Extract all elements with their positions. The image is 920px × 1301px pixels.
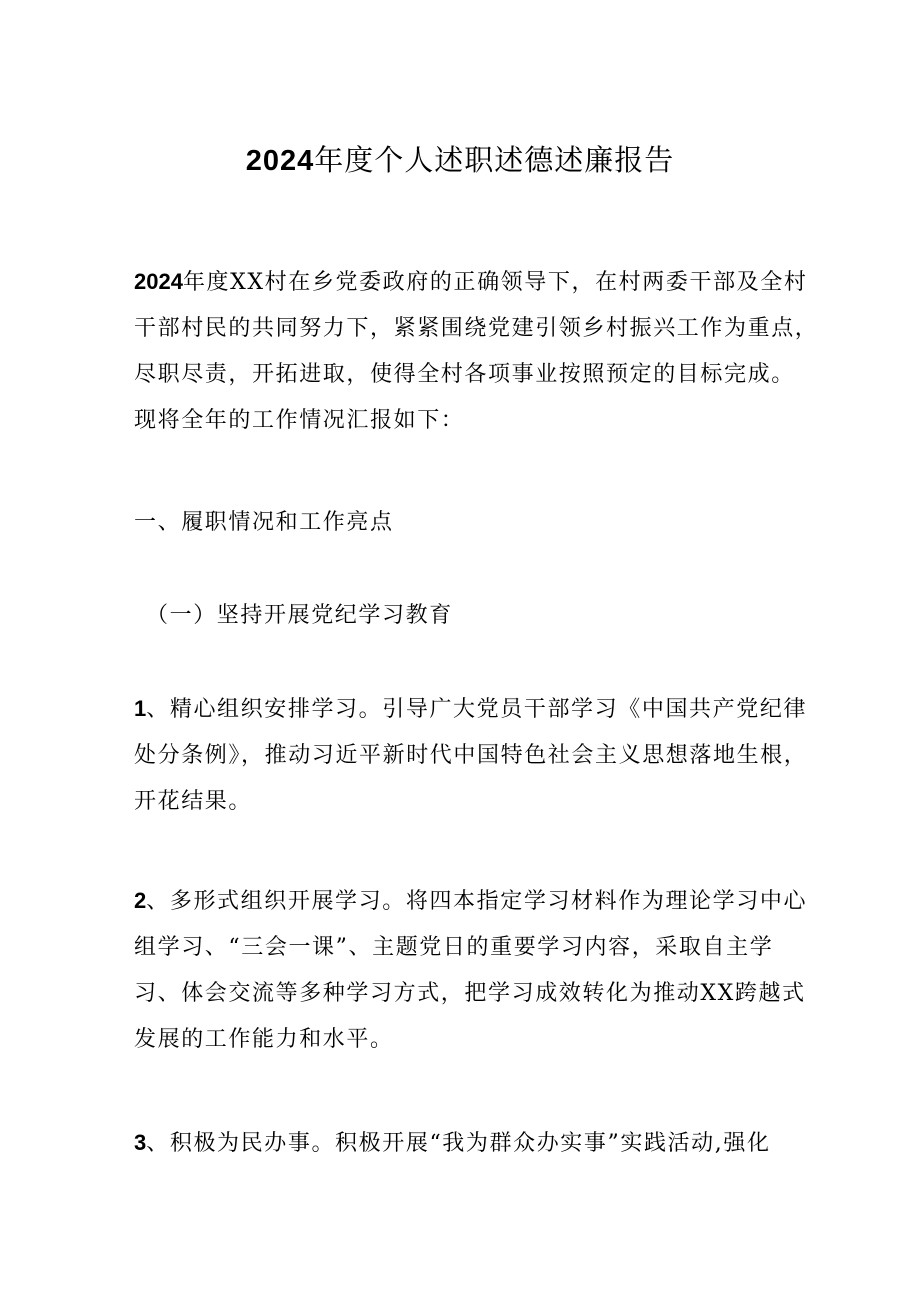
item-1-number: 1	[134, 696, 147, 721]
item-1-line-3: 开花结果。	[134, 789, 253, 814]
subsection-heading-1	[146, 593, 806, 639]
item-2-line-1-text: 、多形式组织开展学习。将四本指定学习材料作为理论学习中心	[146, 889, 808, 914]
intro-year: 2024	[134, 269, 183, 294]
item-2-number: 2	[134, 888, 147, 913]
item-1-line-1-text: 、精心组织安排学习。引导广大党员干部学习《中国共产党纪律	[146, 697, 808, 722]
item-2-line-3: 习、体会交流等多种学习方式，把学习成效转化为推动XX跨越式	[134, 981, 806, 1006]
item-paragraph-2	[134, 878, 808, 1063]
item-2-line-4: 发展的工作能力和水平。	[134, 1027, 394, 1052]
item-1-line-1	[134, 686, 808, 733]
item-2-line-2: 组学习、“三会一课”、主题党日的重要学习内容，采取自主学	[134, 935, 774, 960]
item-paragraph-1	[134, 686, 808, 825]
title-text: 年度个人述职述德述廉报告	[314, 143, 675, 177]
item-1-line-2: 处分条例》，推动习近平新时代中国特色社会主义思想落地生根，	[134, 743, 808, 768]
intro-line-2: 干部村民的共同努力下，紧紧围绕党建引领乡村振兴工作为重点，	[134, 316, 819, 341]
section-heading-1-text: 一、履职情况和工作亮点	[134, 510, 394, 535]
intro-line-4: 现将全年的工作情况汇报如下：	[134, 408, 465, 433]
document-title	[0, 140, 920, 181]
item-3-line-1-text: 、积极为民办事。积极开展“我为群众办实事”实践活动,强化	[146, 1131, 771, 1156]
item-paragraph-3	[134, 1120, 794, 1167]
subsection-heading-1-text: （一）坚持开展党纪学习教育	[146, 603, 453, 628]
item-2-line-1	[134, 878, 808, 925]
section-heading-1	[134, 500, 794, 546]
intro-line-1-text: 年度XX村在乡党委政府的正确领导下，在村两委干部及全村	[182, 270, 808, 295]
intro-line-1	[134, 259, 808, 306]
intro-paragraph	[134, 259, 819, 444]
intro-line-3: 尽职尽责，开拓进取，使得全村各项事业按照预定的目标完成。	[134, 362, 795, 387]
title-year: 2024	[245, 145, 315, 177]
item-3-number: 3	[134, 1130, 147, 1155]
item-3-line-1	[134, 1120, 794, 1167]
